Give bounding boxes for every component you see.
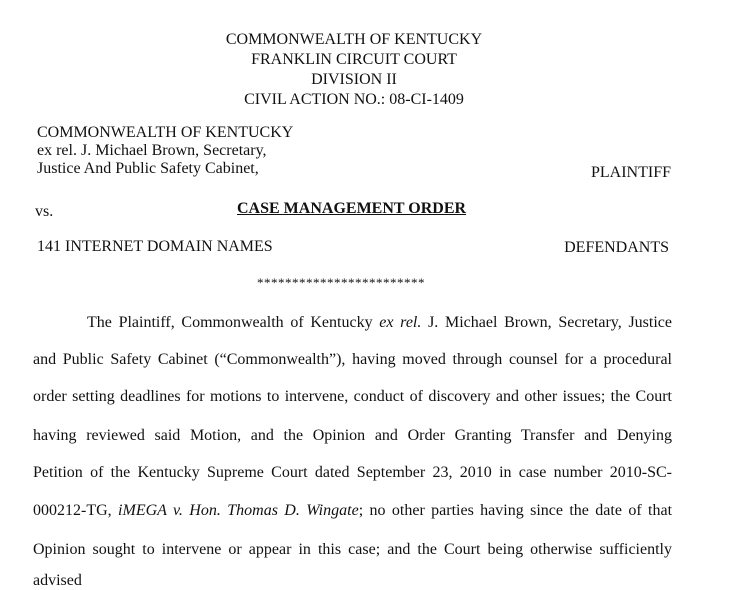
- body-line: and Public Safety Cabinet (“Commonwealth”), having moved through counsel for a procedural: [33, 351, 672, 368]
- body-text: 000212-TG,: [33, 502, 119, 519]
- body-line-cut-off: advised: [33, 572, 82, 589]
- plaintiff-line: COMMONWEALTH OF KENTUCKY: [37, 124, 294, 141]
- body-text: ; no other parties having since the date of that: [358, 502, 673, 519]
- body-line: Petition of the Kentucky Supreme Court dated September 23, 2010 in case number 2010-SC-: [33, 464, 672, 481]
- plaintiff-role-label: PLAINTIFF: [590, 164, 671, 181]
- body-text: The Plaintiff, Commonwealth of Kentucky: [87, 314, 380, 331]
- defendant-role-label: DEFENDANTS: [564, 239, 669, 256]
- case-name-italic: iMEGA v. Hon. Thomas D. Wingate: [118, 502, 359, 519]
- body-line: [87, 314, 672, 332]
- plaintiff-line: Justice And Public Safety Cabinet,: [37, 160, 259, 177]
- body-italic-text: ex rel.: [379, 314, 422, 331]
- body-line: having reviewed said Motion, and the Opinion and Order Granting Transfer and Denying: [33, 427, 672, 444]
- plaintiff-name-block: [37, 124, 293, 178]
- plaintiff-line: ex rel. J. Michael Brown, Secretary,: [37, 142, 267, 159]
- body-line: [33, 502, 672, 520]
- caption-division: DIVISION II: [311, 71, 397, 88]
- caption-state: COMMONWEALTH OF KENTUCKY: [225, 31, 483, 48]
- order-title: CASE MANAGEMENT ORDER: [237, 200, 467, 217]
- defendant-name: 141 INTERNET DOMAIN NAMES: [37, 238, 273, 255]
- body-line: Opinion sought to intervene or appear in this case; and the Court being otherwise sufficiently: [33, 541, 672, 558]
- caption-case-number: CIVIL ACTION NO.: 08-CI-1409: [244, 91, 464, 108]
- caption-court: FRANKLIN CIRCUIT COURT: [251, 51, 457, 68]
- versus-label: vs.: [35, 203, 54, 220]
- body-line: order setting deadlines for motions to intervene, conduct of discovery and other issues; the Court: [33, 388, 672, 405]
- asterisk-divider: ************************: [257, 275, 425, 290]
- court-caption-header: [0, 30, 708, 110]
- body-text: J. Michael Brown, Secretary, Justice: [421, 314, 673, 331]
